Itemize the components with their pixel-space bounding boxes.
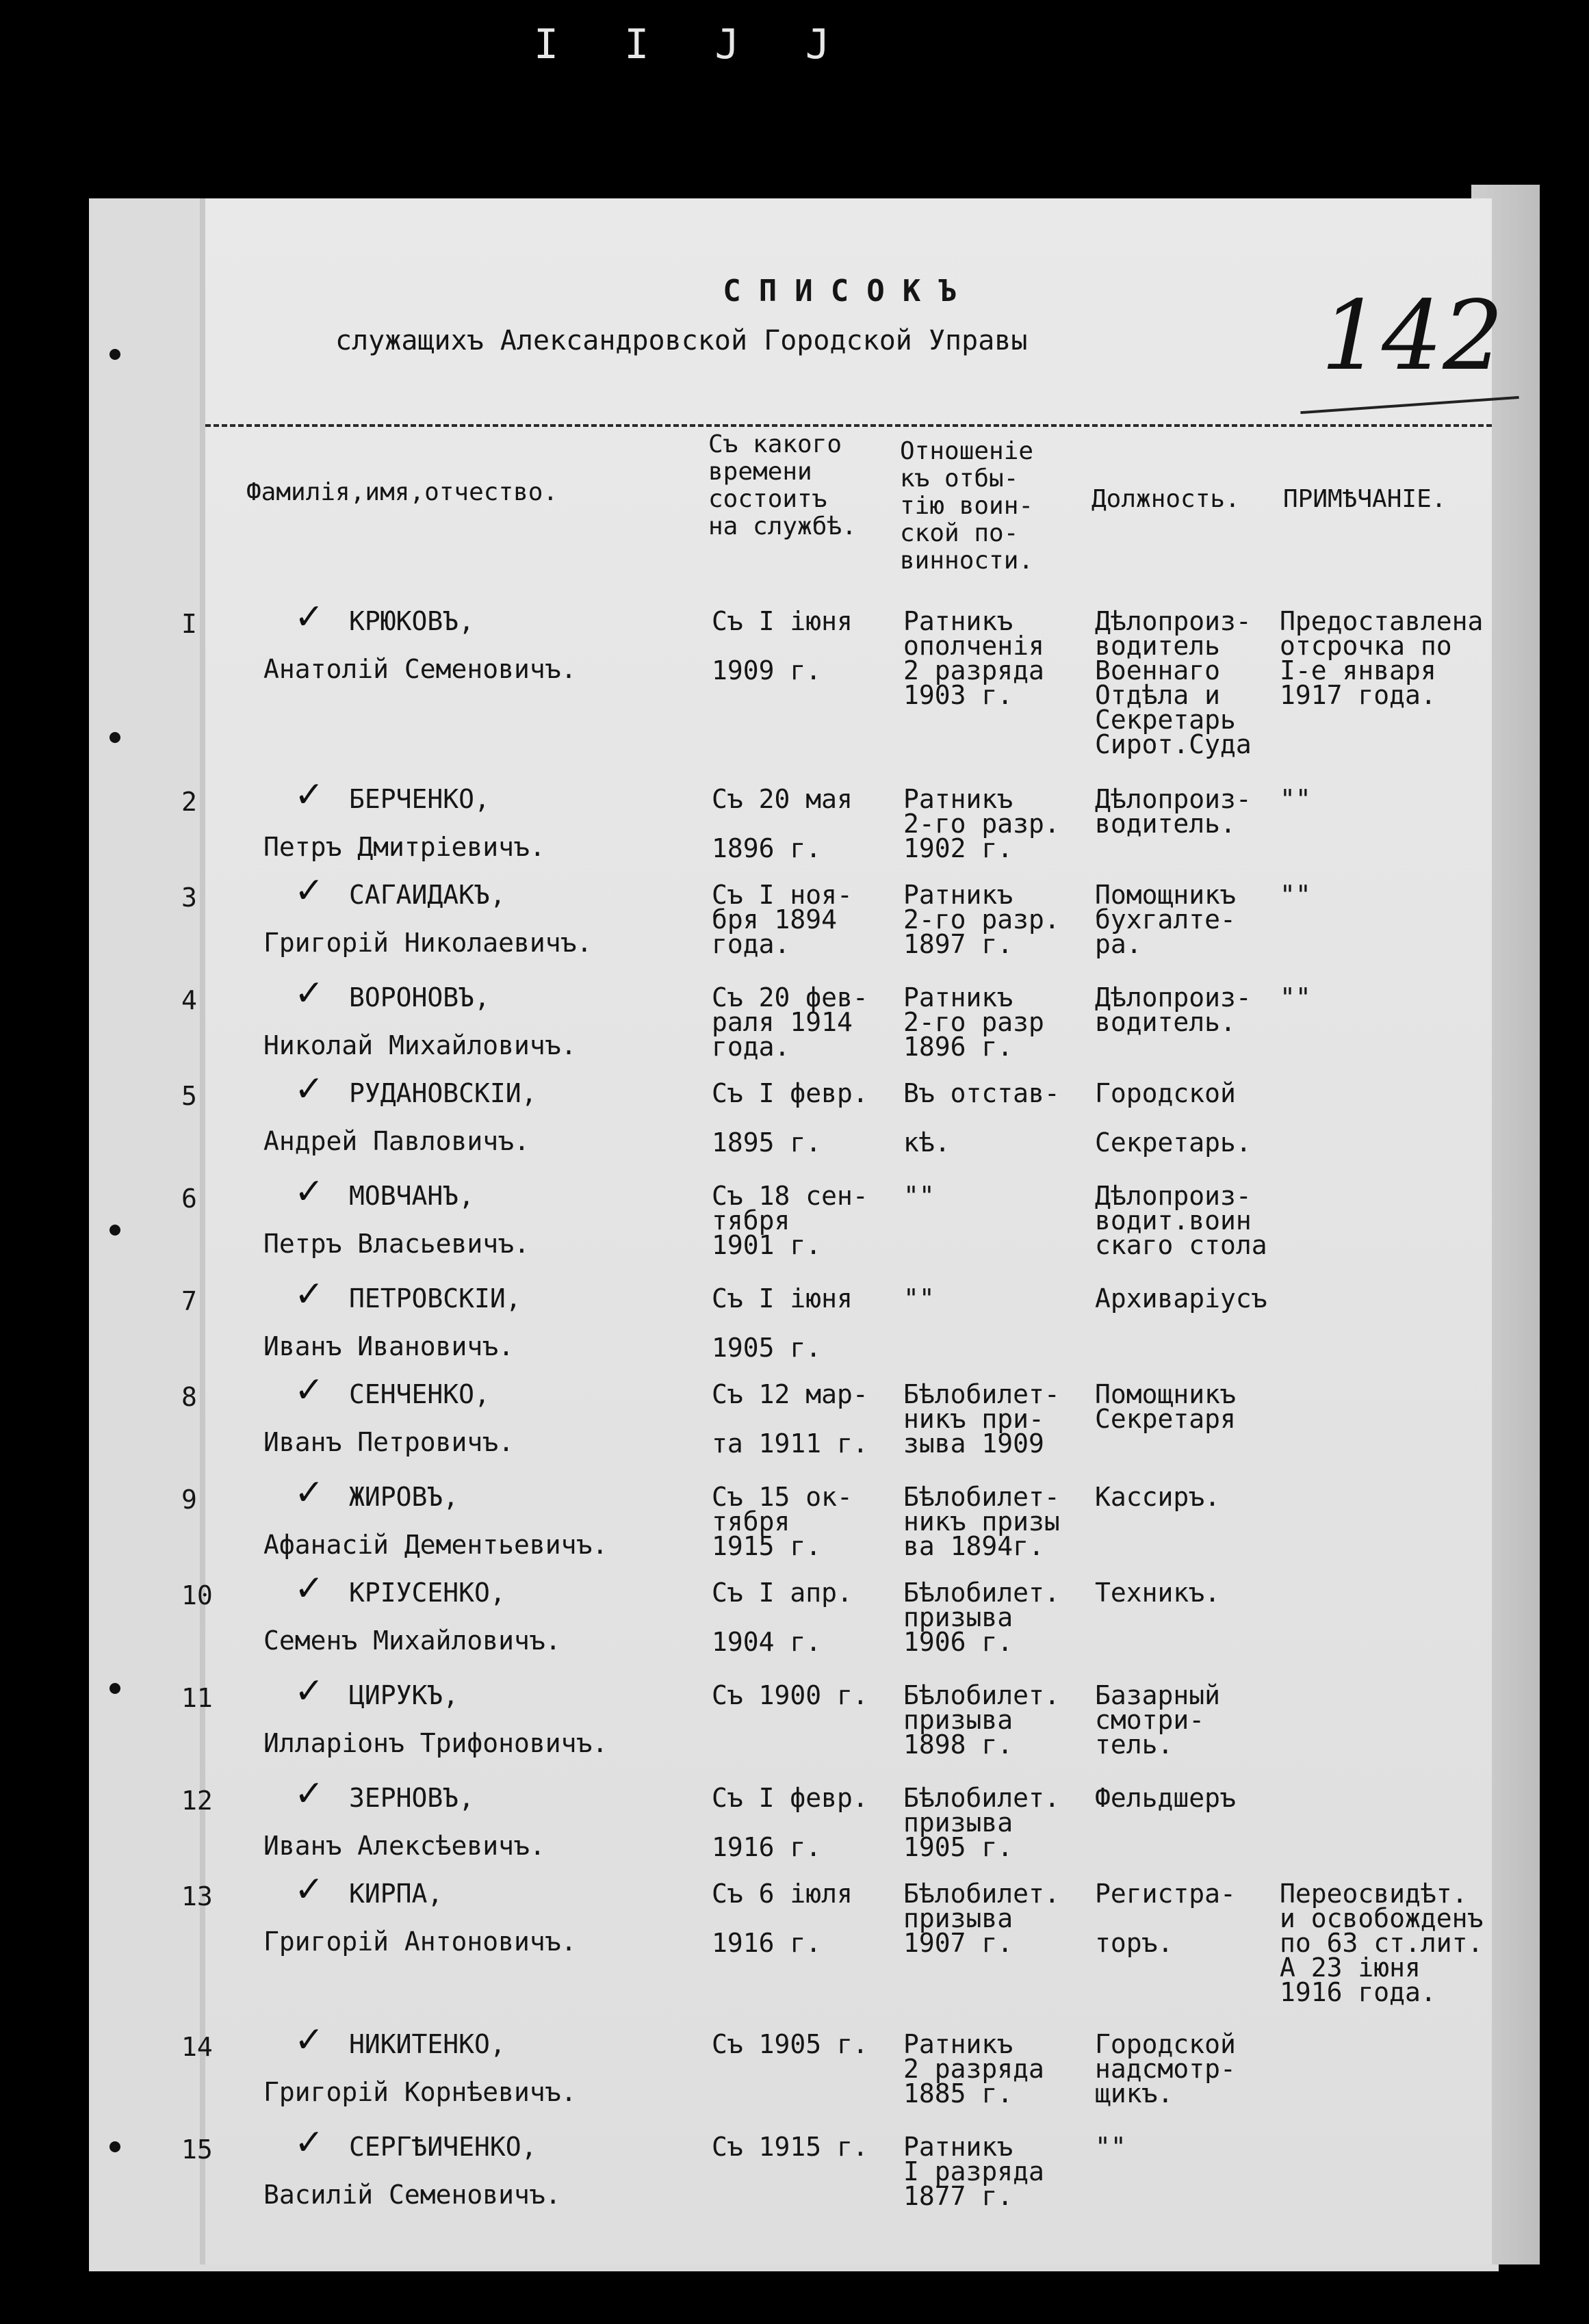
- row-note: "": [1280, 982, 1311, 1013]
- employee-surname: НИКИТЕНКО,: [349, 2029, 506, 2059]
- employee-position: Дѣлопроиз- водит.воин скаго стола: [1095, 1181, 1267, 1260]
- column-header-military: Отношеніе къ отбы- тію воин- ской по- винности.: [900, 437, 1034, 575]
- employee-given-names: Григорій Антоновичъ.: [263, 1927, 577, 1957]
- military-status: Бѣлобилет. призыва 1906 г.: [903, 1578, 1060, 1657]
- employee-surname: КРІУСЕНКО,: [349, 1578, 506, 1608]
- employee-given-names: Андрей Павловичъ.: [263, 1126, 530, 1156]
- column-header-since: Съ какого времени состоитъ на службѣ.: [708, 430, 857, 540]
- row-number: 4: [181, 985, 197, 1015]
- employee-surname: ЦИРУКЪ,: [349, 1680, 459, 1710]
- check-mark-icon: ✓: [294, 2122, 324, 2163]
- employee-given-names: Григорій Корнѣевичъ.: [263, 2077, 577, 2107]
- row-number: 11: [181, 1683, 213, 1713]
- employee-given-names: Илларіонъ Трифоновичъ.: [263, 1728, 608, 1758]
- military-status: Ратникъ ополченія 2 разряда 1903 г.: [903, 606, 1044, 710]
- employee-given-names: Семенъ Михайловичъ.: [263, 1626, 561, 1656]
- employee-position: Дѣлопроиз- водитель.: [1095, 982, 1252, 1037]
- punch-hole: [109, 349, 120, 360]
- employee-surname: ПЕТРОВСКІИ,: [349, 1283, 521, 1314]
- employee-surname: ЗЕРНОВЪ,: [349, 1783, 475, 1813]
- employee-surname: ВОРОНОВЪ,: [349, 982, 490, 1013]
- employee-given-names: Николай Михайловичъ.: [263, 1030, 577, 1060]
- employee-given-names: Григорій Николаевичъ.: [263, 928, 593, 958]
- check-mark-icon: ✓: [294, 2020, 324, 2061]
- check-mark-icon: ✓: [294, 973, 324, 1014]
- military-status: Бѣлобилет. призыва 1907 г.: [903, 1879, 1060, 1958]
- employee-position: Городской Секретарь.: [1095, 1078, 1252, 1158]
- service-since: Съ 15 ок- тября 1915 г.: [712, 1482, 853, 1561]
- row-number: I: [181, 609, 197, 639]
- employee-given-names: Петръ Власьевичъ.: [263, 1229, 530, 1259]
- column-header-note: ПРИМѢЧАНІЕ.: [1283, 485, 1447, 513]
- military-status: "": [903, 1283, 935, 1314]
- military-status: Бѣлобилет- никъ при- зыва 1909: [903, 1379, 1060, 1459]
- employee-given-names: Петръ Дмитріевичъ.: [263, 832, 545, 862]
- employee-position: Регистра- торъ.: [1095, 1879, 1236, 1958]
- service-since: Съ I ноя- бря 1894 года.: [712, 880, 853, 959]
- document-title: СПИСОКЪ: [723, 274, 974, 309]
- service-since: Съ I февр. 1895 г.: [712, 1078, 868, 1158]
- check-mark-icon: ✓: [294, 1370, 324, 1411]
- military-status: Бѣлобилет- никъ призы ва 1894г.: [903, 1482, 1060, 1561]
- military-status: Ратникъ 2-го разр. 1902 г.: [903, 784, 1060, 863]
- row-number: 6: [181, 1184, 197, 1214]
- column-header-position: Должность.: [1091, 485, 1240, 513]
- row-number: 13: [181, 1881, 213, 1911]
- employee-given-names: Иванъ Петровичъ.: [263, 1427, 515, 1457]
- employee-position: Архиваріусъ: [1095, 1283, 1267, 1314]
- military-status: Бѣлобилет. призыва 1905 г.: [903, 1783, 1060, 1862]
- row-number: 12: [181, 1786, 213, 1816]
- employee-position: "": [1095, 2132, 1126, 2162]
- check-mark-icon: ✓: [294, 774, 324, 815]
- folio-number: 142: [1321, 280, 1504, 392]
- row-number: 15: [181, 2134, 213, 2165]
- employee-position: Дѣлопроиз- водитель Военнаго Отдѣла и Секретарь Сирот.Суда: [1095, 606, 1252, 759]
- check-mark-icon: ✓: [294, 1472, 324, 1513]
- employee-surname: СЕНЧЕНКО,: [349, 1379, 490, 1409]
- column-header-name: Фамилія,имя,отчество.: [246, 478, 558, 506]
- employee-given-names: Анатолій Семеновичъ.: [263, 654, 577, 684]
- row-note: Предоставлена отсрочка по I-е января 1917 года.: [1280, 606, 1484, 710]
- employee-surname: РУДАНОВСКІИ,: [349, 1078, 537, 1108]
- military-status: "": [903, 1181, 935, 1211]
- check-mark-icon: ✓: [294, 1671, 324, 1712]
- service-since: Съ 1915 г.: [712, 2132, 868, 2162]
- check-mark-icon: ✓: [294, 870, 324, 911]
- check-mark-icon: ✓: [294, 1171, 324, 1212]
- employee-surname: БЕРЧЕНКО,: [349, 784, 490, 814]
- check-mark-icon: ✓: [294, 1773, 324, 1814]
- employee-position: Помощникъ Секретаря: [1095, 1379, 1236, 1434]
- folio-underline: [1300, 396, 1519, 414]
- employee-position: Техникъ.: [1095, 1578, 1221, 1608]
- row-number: 3: [181, 883, 197, 913]
- row-number: 8: [181, 1382, 197, 1412]
- employee-surname: ЖИРОВЪ,: [349, 1482, 459, 1512]
- service-since: Съ 20 мая 1896 г.: [712, 784, 853, 863]
- service-since: Съ 1905 г.: [712, 2029, 868, 2059]
- row-number: 9: [181, 1485, 197, 1515]
- row-number: 7: [181, 1286, 197, 1316]
- employee-position: Городской надсмотр- щикъ.: [1095, 2029, 1236, 2108]
- film-marks: I I J J: [534, 21, 851, 68]
- header-divider: [205, 424, 1492, 427]
- military-status: Ратникъ 2 разряда 1885 г.: [903, 2029, 1044, 2108]
- employee-surname: МОВЧАНЪ,: [349, 1181, 475, 1211]
- service-since: Съ I февр. 1916 г.: [712, 1783, 868, 1862]
- employee-surname: КИРПА,: [349, 1879, 443, 1909]
- employee-given-names: Василій Семеновичъ.: [263, 2180, 561, 2210]
- row-number: 2: [181, 787, 197, 817]
- employee-surname: КРЮКОВЪ,: [349, 606, 475, 636]
- row-number: 10: [181, 1580, 213, 1610]
- row-note: "": [1280, 784, 1311, 814]
- employee-given-names: Иванъ Алексѣевичъ.: [263, 1831, 545, 1861]
- service-since: Съ I іюня 1909 г.: [712, 606, 853, 686]
- service-since: Съ I апр. 1904 г.: [712, 1578, 853, 1657]
- military-status: Ратникъ 2-го разр. 1897 г.: [903, 880, 1060, 959]
- check-mark-icon: ✓: [294, 1568, 324, 1609]
- employee-position: Фельдшеръ: [1095, 1783, 1236, 1813]
- punch-hole: [109, 732, 120, 743]
- service-since: Съ 6 іюля 1916 г.: [712, 1879, 853, 1958]
- employee-position: Базарный смотри- тель.: [1095, 1680, 1221, 1760]
- row-number: 5: [181, 1081, 197, 1111]
- row-note: "": [1280, 880, 1311, 910]
- punch-hole: [109, 1683, 120, 1694]
- row-note: Переосвидѣт. и освобожденъ по 63 ст.лит. А 23 іюня 1916 года.: [1280, 1879, 1484, 2007]
- military-status: Бѣлобилет. призыва 1898 г.: [903, 1680, 1060, 1760]
- military-status: Въ отстав- кѣ.: [903, 1078, 1060, 1158]
- check-mark-icon: ✓: [294, 1869, 324, 1910]
- service-since: Съ 12 мар- та 1911 г.: [712, 1379, 868, 1459]
- service-since: Съ 18 сен- тября 1901 г.: [712, 1181, 868, 1260]
- employee-position: Кассиръ.: [1095, 1482, 1221, 1512]
- check-mark-icon: ✓: [294, 1274, 324, 1315]
- document-page: [181, 198, 1504, 2264]
- document-subtitle: служащихъ Александровской Городской Управы: [335, 325, 1028, 356]
- employee-surname: СЕРГѢИЧЕНКО,: [349, 2132, 537, 2162]
- employee-given-names: Афанасій Дементьевичъ.: [263, 1530, 608, 1560]
- punch-hole: [109, 2141, 120, 2152]
- service-since: Съ 20 фев- раля 1914 года.: [712, 982, 868, 1062]
- employee-position: Дѣлопроиз- водитель.: [1095, 784, 1252, 839]
- employee-position: Помощникъ бухгалте- ра.: [1095, 880, 1236, 959]
- service-since: Съ 1900 г.: [712, 1680, 868, 1710]
- employee-given-names: Иванъ Ивановичъ.: [263, 1331, 515, 1361]
- check-mark-icon: ✓: [294, 597, 324, 638]
- row-number: 14: [181, 2032, 213, 2062]
- employee-surname: САГАИДАКЪ,: [349, 880, 506, 910]
- service-since: Съ I іюня 1905 г.: [712, 1283, 853, 1363]
- check-mark-icon: ✓: [294, 1069, 324, 1110]
- military-status: Ратникъ I разряда 1877 г.: [903, 2132, 1044, 2211]
- punch-hole: [109, 1225, 120, 1236]
- military-status: Ратникъ 2-го разр 1896 г.: [903, 982, 1044, 1062]
